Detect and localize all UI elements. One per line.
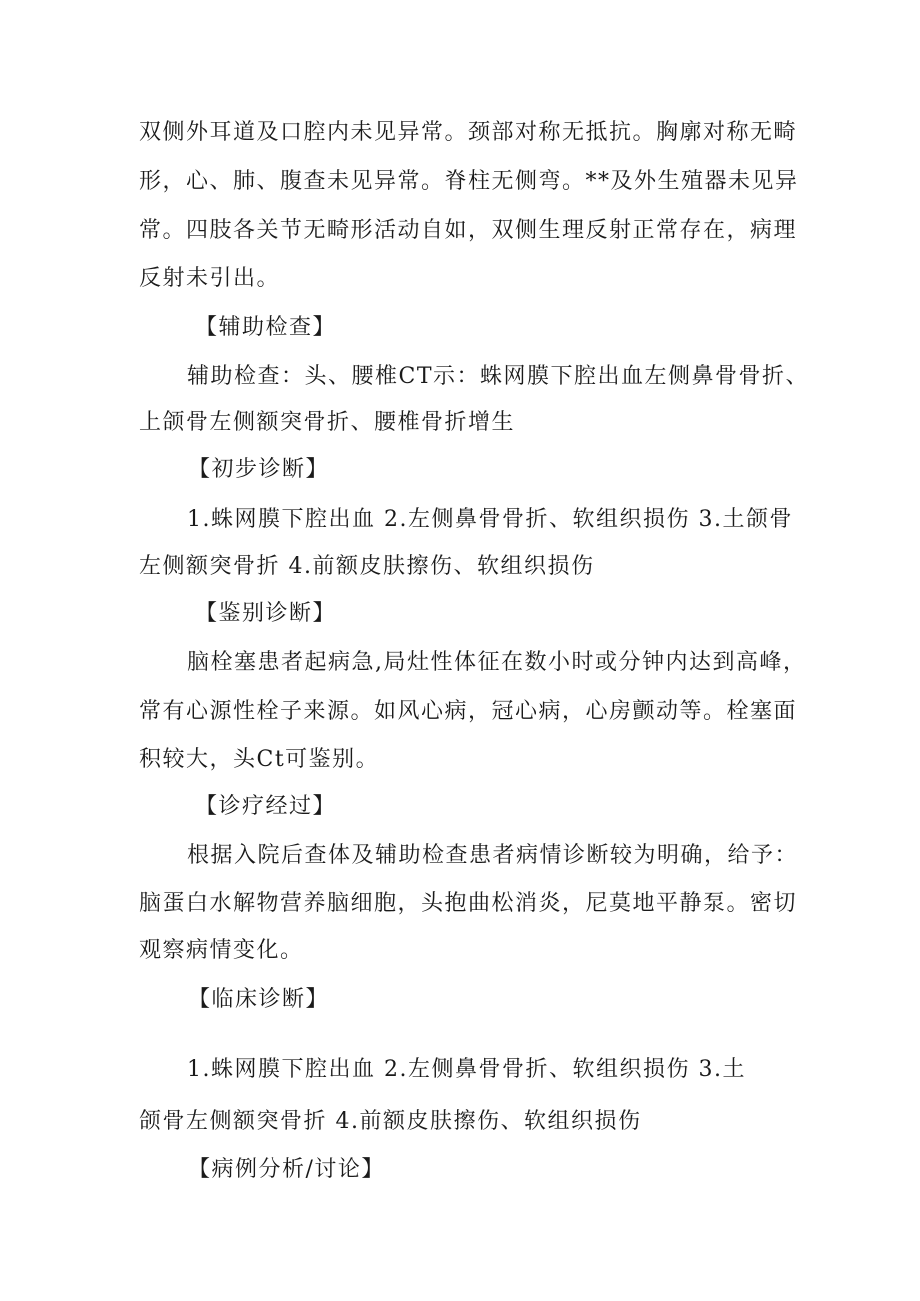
exam-line-3: 常。四肢各关节无畸形活动自如，双侧生理反射正常存在，病理 xyxy=(139,218,798,243)
clinical-line-2: 颌骨左侧额突骨折 4.前额皮肤擦伤、软组织损伤 xyxy=(139,1109,642,1134)
course-line-2: 脑蛋白水解物营养脑细胞，头抱曲松消炎，尼莫地平静泵。密切 xyxy=(139,891,798,916)
preliminary-line-2: 左侧额突骨折 4.前额皮肤擦伤、软组织损伤 xyxy=(139,554,595,579)
differential-line-1: 脑栓塞患者起病急,局灶性体征在数小时或分钟内达到高峰， xyxy=(187,650,807,675)
course-heading: 【诊疗经过】 xyxy=(195,794,337,819)
course-line-3: 观察病情变化。 xyxy=(139,938,304,963)
exam-line-1: 双侧外耳道及口腔内未见异常。颈部对称无抵抗。胸廓对称无畸 xyxy=(139,120,798,145)
clinical-heading: 【临床诊断】 xyxy=(188,987,330,1012)
differential-line-2: 常有心源性栓子来源。如风心病，冠心病，心房颤动等。栓塞面 xyxy=(139,699,798,724)
differential-line-3: 积较大，头Ct可鉴别。 xyxy=(139,747,380,772)
preliminary-line-1: 1.蛛网膜下腔出血 2.左侧鼻骨骨折、软组织损伤 3.土颌骨 xyxy=(187,507,793,532)
exam-line-2: 形，心、肺、腹查未见异常。脊柱无侧弯。**及外生殖器未见异 xyxy=(139,169,799,194)
auxiliary-line-1: 辅助检查：头、腰椎CT示：蛛网膜下腔出血左侧鼻骨骨折、 xyxy=(187,364,810,389)
auxiliary-heading: 【辅助检查】 xyxy=(195,315,337,340)
differential-heading: 【鉴别诊断】 xyxy=(195,601,337,626)
auxiliary-line-2: 上颌骨左侧额突骨折、腰椎骨折增生 xyxy=(139,410,516,435)
clinical-line-1: 1.蛛网膜下腔出血 2.左侧鼻骨骨折、软组织损伤 3.土 xyxy=(187,1057,746,1082)
preliminary-heading: 【初步诊断】 xyxy=(188,457,330,482)
course-line-1: 根据入院后查体及辅助检查患者病情诊断较为明确，给予： xyxy=(187,843,799,868)
analysis-heading: 【病例分析/讨论】 xyxy=(188,1157,385,1182)
exam-line-4: 反射未引出。 xyxy=(139,266,281,291)
